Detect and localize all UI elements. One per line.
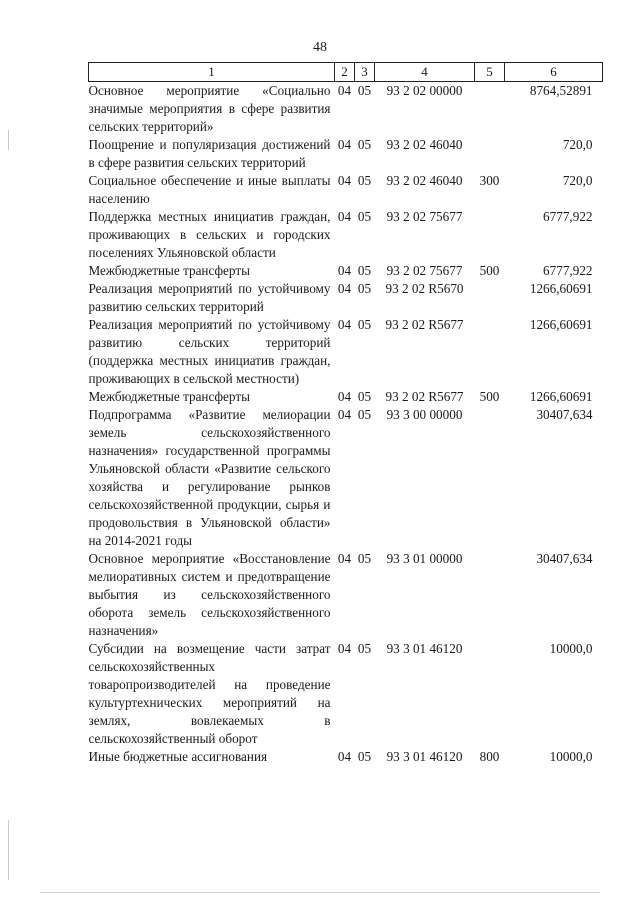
row-section: 04 [337, 263, 352, 278]
row-name: Основное мероприятие «Восстановление мелиоративных систем и предотвращение выбытия из сельскохозяйственного оборота земель сельскохозяйственного назначения» [88, 551, 331, 638]
row-section: 04 [337, 137, 352, 152]
row-section: 04 [337, 317, 352, 332]
row-section: 04 [337, 209, 352, 224]
row-target-article: 93 2 02 46040 [386, 173, 463, 188]
row-section: 04 [337, 173, 352, 188]
row-expense-type: 800 [479, 749, 500, 764]
row-subsection: 05 [357, 137, 372, 152]
row-subsection: 05 [357, 173, 372, 188]
row-amount: 10000,0 [549, 749, 593, 764]
row-section: 04 [337, 407, 352, 422]
row-expense-type [475, 550, 505, 640]
row-expense-type [475, 406, 505, 550]
row-expense-type [475, 208, 505, 262]
table-row [89, 316, 603, 388]
row-expense-type [475, 136, 505, 172]
row-target-article: 93 2 02 00000 [386, 83, 463, 98]
row-expense-type [475, 280, 505, 316]
page-number: 48 [313, 40, 327, 55]
row-amount: 30407,634 [536, 407, 593, 422]
row-amount: 1266,60691 [529, 389, 593, 404]
row-name: Социальное обеспечение и иные выплаты населению [88, 173, 331, 206]
row-amount: 720,0 [562, 137, 593, 152]
table-row [89, 748, 603, 766]
row-target-article: 93 2 02 R5670 [385, 281, 464, 296]
header-col-5: 5 [475, 63, 505, 82]
row-amount: 30407,634 [536, 551, 593, 566]
row-subsection: 05 [357, 317, 372, 332]
row-subsection: 05 [357, 389, 372, 404]
header-col-3: 3 [355, 63, 375, 82]
scan-edge-mark [8, 130, 9, 150]
row-target-article: 93 2 02 R5677 [385, 317, 464, 332]
row-section: 04 [337, 641, 352, 656]
row-target-article: 93 3 01 00000 [386, 551, 463, 566]
table-row [89, 388, 603, 406]
row-expense-type: 300 [479, 173, 500, 188]
row-expense-type [475, 316, 505, 388]
row-subsection: 05 [357, 749, 372, 764]
row-target-article: 93 2 02 46040 [386, 137, 463, 152]
row-name: Межбюджетные трансферты [88, 389, 250, 404]
row-name: Иные бюджетные ассигнования [88, 749, 268, 764]
row-subsection: 05 [357, 263, 372, 278]
row-name: Реализация мероприятий по устойчивому развитию сельских территорий [88, 281, 331, 314]
row-target-article: 93 2 02 R5677 [385, 389, 464, 404]
row-expense-type [475, 640, 505, 748]
row-name: Реализация мероприятий по устойчивому развитию сельских территорий (поддержка местных инициатив граждан, проживающих в сельской местности) [88, 317, 331, 386]
row-target-article: 93 3 01 46120 [386, 749, 463, 764]
budget-table [88, 62, 603, 766]
table-row [89, 280, 603, 316]
scan-bottom-artifact [40, 892, 600, 893]
row-section: 04 [337, 551, 352, 566]
table-row [89, 208, 603, 262]
row-amount: 6777,922 [543, 209, 593, 224]
table-row [89, 406, 603, 550]
row-amount: 6777,922 [543, 263, 593, 278]
header-col-1: 1 [89, 63, 335, 82]
table-row [89, 640, 603, 748]
row-target-article: 93 2 02 75677 [386, 209, 463, 224]
row-target-article: 93 3 00 00000 [386, 407, 463, 422]
row-amount: 1266,60691 [529, 317, 593, 332]
scan-edge-mark [8, 820, 9, 880]
row-name: Межбюджетные трансферты [88, 263, 250, 278]
row-subsection: 05 [357, 281, 372, 296]
header-col-4: 4 [375, 63, 475, 82]
header-col-2: 2 [335, 63, 355, 82]
row-subsection: 05 [357, 641, 372, 656]
row-target-article: 93 3 01 46120 [386, 641, 463, 656]
table-row [89, 172, 603, 208]
row-name: Подпрограмма «Развитие мелиорации земель сельскохозяйственного назначения» государственной программы Ульяновской области «Развитие сельского хозяйства и регулирование рынков сельскохозяйственной продукции, сырья и продовольствия в Ульяновской области» на 2014-2021 годы [88, 407, 331, 548]
row-expense-type: 500 [479, 263, 500, 278]
row-amount: 8764,52891 [529, 83, 593, 98]
row-name: Основное мероприятие «Социально значимые мероприятия в сфере развития сельских территорий» [88, 83, 331, 134]
row-amount: 1266,60691 [529, 281, 593, 296]
row-name: Поощрение и популяризация достижений в сфере развития сельских территорий [88, 137, 331, 170]
row-subsection: 05 [357, 209, 372, 224]
table-row [89, 262, 603, 280]
row-name: Поддержка местных инициатив граждан, проживающих в сельских и городских поселениях Ульяновской области [88, 209, 331, 260]
row-section: 04 [337, 83, 352, 98]
row-amount: 10000,0 [549, 641, 593, 656]
row-section: 04 [337, 389, 352, 404]
row-amount: 720,0 [562, 173, 593, 188]
table-body [89, 82, 603, 767]
row-name: Субсидии на возмещение части затрат сельскохозяйственных товаропроизводителей на проведение культуртехнических мероприятий на землях, вовлекаемых в сельскохозяйственный оборот [88, 641, 331, 746]
row-subsection: 05 [357, 407, 372, 422]
row-target-article: 93 2 02 75677 [386, 263, 463, 278]
row-subsection: 05 [357, 551, 372, 566]
row-expense-type: 500 [479, 389, 500, 404]
header-col-6: 6 [505, 63, 603, 82]
table-row [89, 550, 603, 640]
table-row [89, 136, 603, 172]
row-subsection: 05 [357, 83, 372, 98]
row-section: 04 [337, 749, 352, 764]
row-section: 04 [337, 281, 352, 296]
table-header-row [89, 63, 603, 82]
row-expense-type [475, 82, 505, 137]
table-row [89, 82, 603, 137]
